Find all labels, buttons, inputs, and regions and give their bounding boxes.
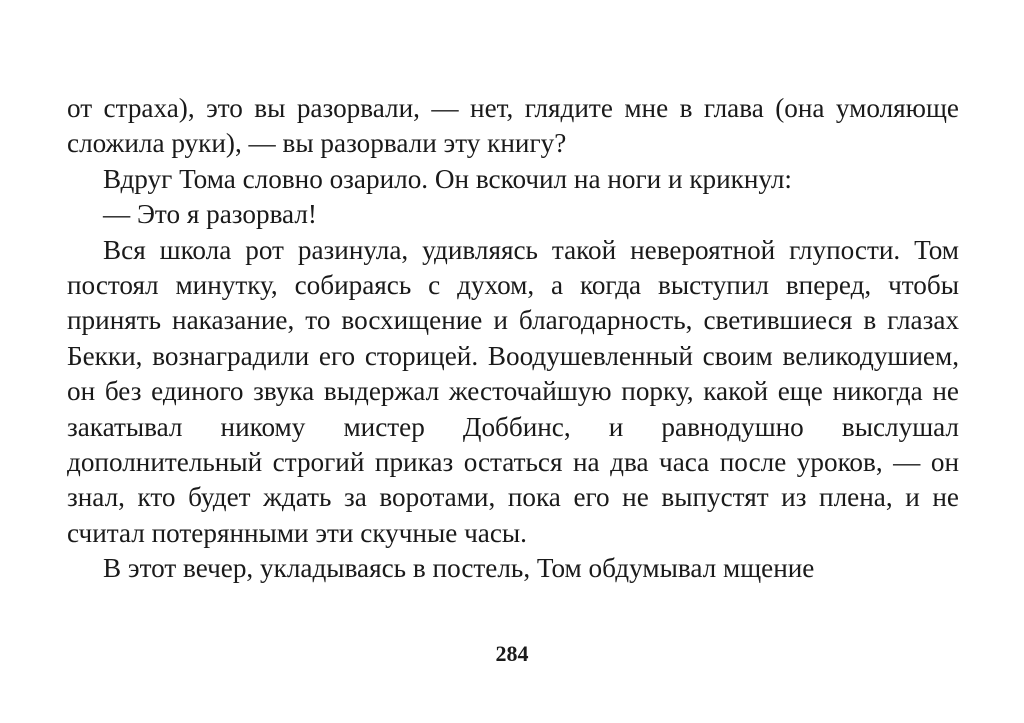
paragraph-dialogue-confession: — Это я разорвал!: [103, 199, 317, 230]
page-body: [67, 91, 959, 587]
paragraph-evening: В этот вечер, укладываясь в постель, Том обдумывал мщение: [103, 553, 815, 584]
paragraph-continuation: от страха), это вы разорвали, — нет, глядите мне в глава (она умоляюще сложила руки), — вы разорвали эту книгу?: [67, 93, 959, 159]
page-number: 284: [495, 641, 529, 666]
paragraph-punishment: Вся школа рот разинула, удивляясь такой невероятной глупости. Том постоял минутку, собираясь с духом, а когда выступил вперед, чтобы принять наказание, то восхищение и благодарность, светившиеся в глазах Бекки, вознаградили его сторицей. Воодушевленный своим великодушием, он без единого звука выдержал жесточайшую порку, какой еще никогда не закатывал никому мистер Доббинс, и равнодушно выслушал дополнительный строгий приказ остаться на два часа после уроков, — он знал, кто будет ждать за воротами, пока его не выпустят из плена, и не считал потерянными эти скучные часы.: [67, 234, 959, 548]
paragraph-tom-enlightened: Вдруг Тома словно озарило. Он вскочил на ноги и крикнул:: [103, 163, 792, 194]
